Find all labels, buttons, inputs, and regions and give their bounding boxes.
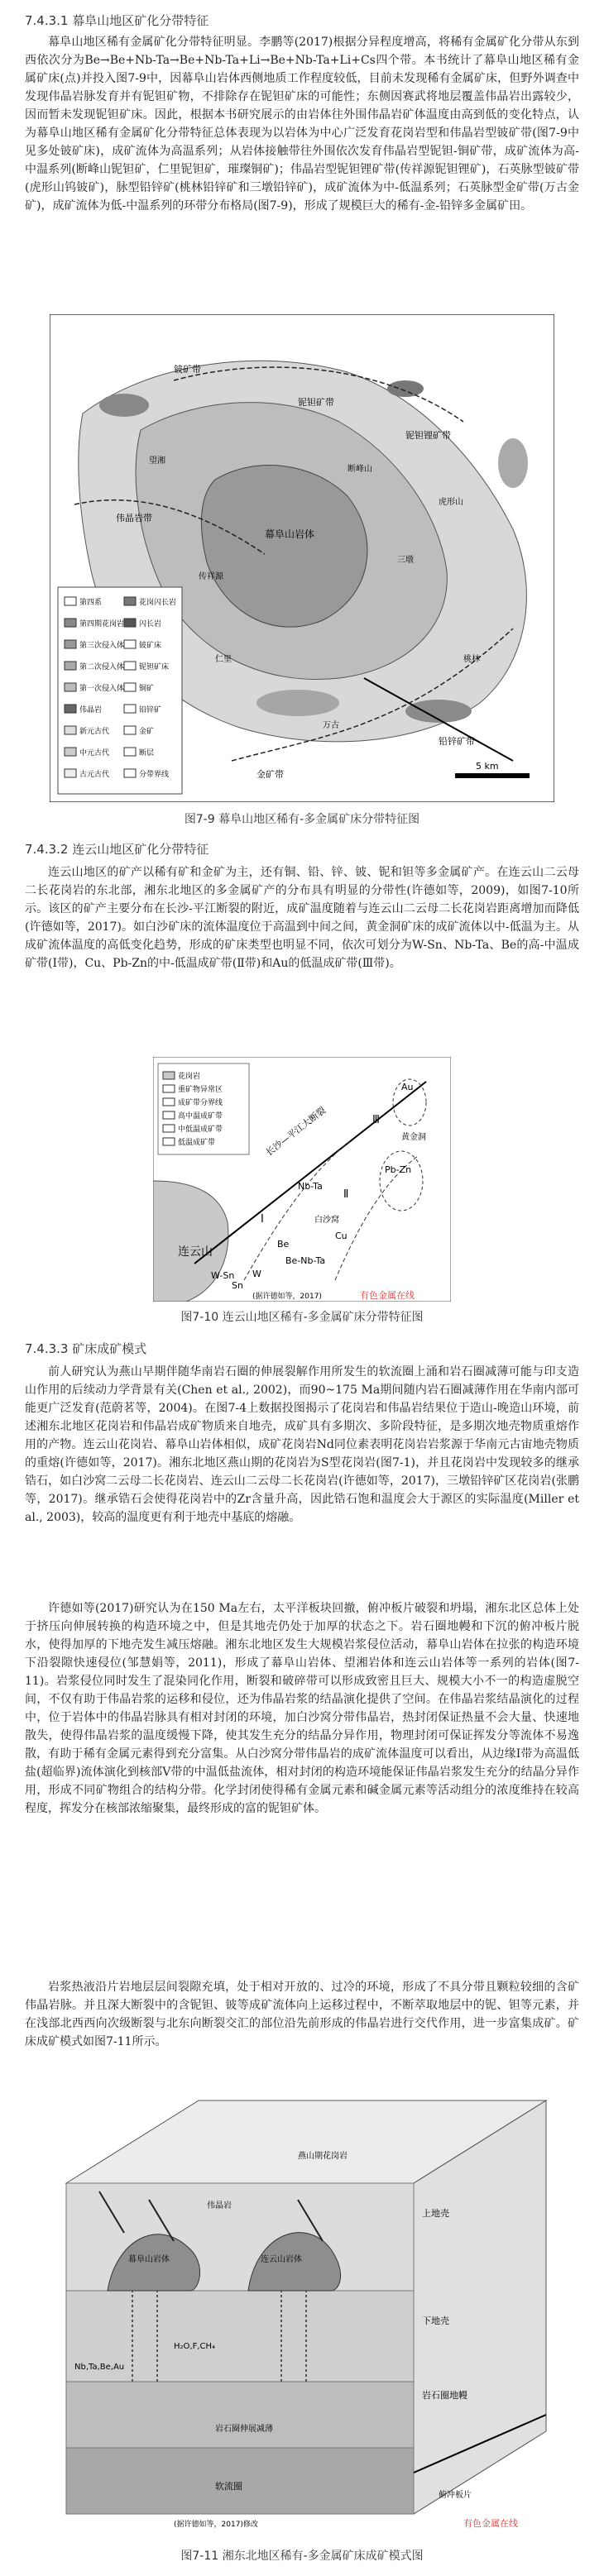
model-label-5: 岩石圈地幔 <box>422 2390 467 2401</box>
mineral-Au: Au <box>401 1082 414 1092</box>
legend-swatch <box>124 705 136 713</box>
legend-swatch <box>65 705 76 713</box>
dyke-b <box>387 380 424 397</box>
legend-label: 中元古代 <box>79 749 110 758</box>
legend-swatch <box>65 597 76 605</box>
model-label-9: Nb,Ta,Be,Au <box>74 2363 125 2372</box>
place-label-3: 桃林 <box>463 655 480 664</box>
model-label-2: 伟晶岩 <box>207 2201 232 2210</box>
figure-source-2: (据许德如等，2017) <box>252 1293 322 1301</box>
legend-swatch <box>65 683 76 691</box>
model-label-1: 连云山岩体 <box>261 2255 302 2264</box>
legend-2 <box>158 1063 249 1154</box>
legend-label: 金矿 <box>139 728 155 736</box>
watermark-3: 有色金属在线 <box>463 2518 518 2529</box>
dyke-a <box>99 394 149 417</box>
zone-label-3: 铅锌矿带 <box>439 736 475 747</box>
legend-swatch <box>124 619 136 627</box>
legend-swatch <box>124 662 136 670</box>
lithosphere-mantle <box>66 2382 414 2448</box>
zone-label-2: 铌钽锂矿带 <box>405 430 451 441</box>
legend-label: 第一次侵入体 <box>79 685 125 693</box>
figure-7-9-map <box>50 314 554 802</box>
dyke-c <box>498 438 528 488</box>
figure-caption-2: 图7-10 连云山地区稀有-多金属矿床分带特征图 <box>180 1311 424 1324</box>
legend2-label: 中低温成矿带 <box>178 1126 223 1134</box>
legend-swatch <box>124 683 136 691</box>
model-label-8: H₂O,F,CH₄ <box>174 2342 216 2351</box>
mineral-Be: Be <box>277 1239 290 1250</box>
paragraph-2: 连云山地区的矿产以稀有矿和金矿为主，还有铜、铅、锌、铍、铌和钽等多金属矿产。在连云山二云母二长花岗岩的东北部，湘东北地区的多金属矿产的分布具有明显的分带性(许德如等，2009)，如图7-10所示。该区的矿产主要分布在长沙-平江断裂的附近，成矿温度随着与连云山二云母二长花岗岩距离增加而降低(许德如等，2017)。如白沙矿床的流体温度位于高温到中间之间，黄金洞矿床的成矿流体以中-低温为主。从成矿流体温度的高低变化趋势，形成的矿床类型也明显不同，依次可划分为W-Sn、Nb-Ta、Be的高-中温成矿带(Ⅰ带)，Cu、Pb-Zn的中-低温成矿带(Ⅱ带)和Au的低温成矿带(Ⅲ带)。 <box>25 866 579 970</box>
legend2-swatch <box>163 1125 175 1132</box>
legend2-label: 高中温成矿带 <box>178 1112 223 1121</box>
model-label-6: 软流圈 <box>215 2481 242 2492</box>
mineral-W: W <box>252 1269 261 1279</box>
legend-label: 第二次侵入体 <box>79 663 125 671</box>
zone-I: Ⅰ <box>261 1213 264 1226</box>
fault-label: 长沙—平江大断裂 <box>263 1104 328 1159</box>
model-label-11: 燕山期花岗岩 <box>298 2152 348 2161</box>
legend-swatch <box>124 640 136 648</box>
place-huangjindong: 黄金洞 <box>401 1133 426 1142</box>
legend-label: 第三次侵入体 <box>79 642 125 650</box>
model-label-10: 岩石圈伸展减薄 <box>215 2425 273 2434</box>
legend-swatch <box>124 726 136 734</box>
figure-source-3: (据许德如等，2017)修改 <box>174 2521 258 2529</box>
legend2-swatch <box>163 1111 175 1119</box>
zone-II: Ⅱ <box>343 1188 349 1201</box>
place-label-5: 仁里 <box>215 655 232 664</box>
legend-swatch <box>124 769 136 777</box>
legend-label: 闪长岩 <box>139 620 162 628</box>
scale-label: 5 km <box>476 761 499 772</box>
legend-label: 铌钽矿床 <box>139 663 170 671</box>
section-heading-1: 7.4.3.1 幕阜山地区矿化分带特征 <box>25 13 209 28</box>
legend2-label: 成矿带分界线 <box>178 1099 223 1107</box>
dyke-e <box>256 690 339 716</box>
zone-label-1: 铌钽矿带 <box>298 397 334 408</box>
place-label-2: 三墩 <box>397 556 414 565</box>
legend2-swatch <box>163 1085 175 1092</box>
mineral-BeNbTa: Be-Nb-Ta <box>285 1255 326 1266</box>
mineral-Sn: Sn <box>232 1280 243 1291</box>
legend-label: 铅锌矿 <box>139 706 162 714</box>
section-heading-3: 7.4.3.3 矿床成矿模式 <box>25 1341 147 1356</box>
model-label-0: 幕阜山岩体 <box>128 2255 170 2264</box>
zone-label-0: 铍矿带 <box>174 364 201 375</box>
paragraph-5: 岩浆热液沿片岩地层层间裂隙充填，处于相对开放的、过冷的环境，形成了不具分带且颗粒较细的含矿伟晶岩脉。并且深大断裂中的含铌钽、铍等成矿流体向上运移过程中，不断萃取地层中的铌、钽等元素，并在浅部北西西向次级断裂与北东向断裂交汇的部位沿先前形成的伟晶岩进行交代作用，进一步富集成矿。矿床成矿模式如图7-11所示。 <box>25 1981 579 2048</box>
model-label-4: 下地壳 <box>422 2316 449 2326</box>
legend-label: 第四系 <box>79 599 103 607</box>
paragraph-4: 许德如等(2017)研究认为在150 Ma左右，太平洋板块回撤，俯冲板片破裂和坍塌，湘东北区总体上处于挤压向伸展转换的构造环境之中，但是其地壳仍处于加厚的状态之下。岩石圈地幔和下沉的俯冲板片脱水，使得加厚的下地壳发生减压熔融。湘东北地区发生大规模岩浆侵位活动，幕阜山岩体在拉张的构造环境下沿裂隙快速侵位(邹慧娟等，2011)，形成了幕阜山岩体、望湘岩体和连云山岩体等一系列的岩体(图7-11)。岩浆侵位同时发生了混染同化作用，断裂和破碎带可以形成致密且巨大、规模大小不一的构造虚脱空间，不仅有助于伟晶岩浆的运移和侵位，还为伟晶岩浆的结晶演化提供了空间。在伟晶岩浆结晶演化的过程中，位于岩体中的伟晶岩脉具有相对封闭的环境，加白沙窝分带伟晶岩，热封闭保证热量不会大量、快速地散失，使得伟晶岩浆的温度缓慢下降，使其发生充分的结晶分异作用，物理封闭可保证挥发分等流体不易逸散，有助于稀有金属元素得到充分富集。从白沙窝分带伟晶岩的成矿流体温度可以看出，从边缘Ⅰ带为高温低盐(超临界)流体演化到核部Ⅴ带的中温低盐流体，相对封闭的构造环境能保证伟晶岩浆发生充分的结晶分异作用，形成不同矿物组合的结构分带。化学封闭使得稀有金属元素和碱金属元素等活动组分的浓度维持在较高程度，挥发分在核部浓缩聚集，最终形成的富的铌钽矿体。 <box>25 1602 579 1815</box>
legend2-label: 重矿物异常区 <box>178 1086 223 1094</box>
legend-label: 分带界线 <box>139 771 170 779</box>
paragraph-1: 幕阜山地区稀有金属矿化分带特征明显。李鹏等(2017)根据分异程度增高，将稀有金属矿化分带从东到西依次分为Be→Be+Nb-Ta→Be+Nb-Ta+Li→Be+Nb-Ta+Li+Cs四个带。本书统计了幕阜山地区稀有金属矿床(点)并投入图7-9中，因幕阜山岩体西侧地质工作程度较低，目前未发现稀有金属矿床，但野外调查中发现伟晶岩脉发育并有铌钽矿物，不排除存在铌钽矿床的可能性；东侧因赛武将地层覆盖伟晶岩出露较少，因而暂未发现铌钽矿床。因此，根据本书研究展示的由岩体往外围伟晶岩矿体温度由高到低的变化特点，认为幕阜山地区稀有金属矿化分带特征总体表现为以岩体为中心广泛发育花岗岩型和伟晶岩型铍矿带(图7-9中见多处铍矿床)，成矿流体为高温系列；从岩体接触带往外围依次发育伟晶岩型铌钽-铜矿带，成矿流体为高-中温系列(断峰山铌钽矿，仁里铌钽矿，璀璨铜矿)；伟晶岩型铌钽锂矿带(传祥源铌钽锂矿)，石英脉型铍矿带(虎形山钨铍矿)，脉型铅锌矿(桃林铅锌矿和三墩铅锌矿)，成矿流体为中-低温系列；石英脉型金矿带(万古金矿)，成矿流体为低-中温系列的环带分布格局(图7-9)，形成了规模巨大的稀有-金-铅锌多金属矿田。 <box>25 36 579 213</box>
legend-swatch <box>65 640 76 648</box>
scale-bar-rect <box>455 773 530 778</box>
paragraph-3: 前人研究认为燕山早期伴随华南岩石圈的伸展裂解作用所发生的软流圈上涌和岩石圈减薄可能与印支造山作用的后续动力学背景有关(Chen et al., 2002)，而90~175 Ma期间随内岩石圈减薄作用在华南内部可能更广泛发育(范蔚茗等，2004)。在图7-4上数据投图揭示了花岗岩和伟晶岩结果位于造山-晚造山环境，前述湘东北地区花岗岩和伟晶岩成矿物质来自地壳，成矿具有多期次、多阶段特征，是多期次地壳物质重熔作用的产物。连云山花岗岩、幕阜山岩体相似，成矿花岗岩Nd同位素表明花岗岩岩浆源于华南元古宙地壳物质的重熔(许德如等，2017)。湘东北地区燕山期的花岗岩为S型花岗岩(图7-1)，并且花岗岩中发现较多的继承锆石，如白沙窝二云母二长花岗岩、连云山二云母二长花岗岩(许德如等，2017)，三墩铅锌矿区花岗岩(张鹏等，2017)。继承锆石会使得花岗岩中的Zr含量升高，因此锆石饱和温度会大于源区的实际温度(Miller et al., 2003)，较高的温度更有利于地壳中基底的熔融。 <box>25 1365 579 1524</box>
legend2-swatch <box>163 1098 175 1106</box>
granite-label: 连云山 <box>178 1245 213 1259</box>
figure-caption-3: 图7-11 湘东北地区稀有-多金属矿床成矿模式图 <box>180 2550 424 2563</box>
zone-III: Ⅲ <box>372 1114 380 1126</box>
mineral-Cu: Cu <box>335 1231 348 1241</box>
figure-caption-1: 图7-9 幕阜山地区稀有-多金属矿床分带特征图 <box>184 813 420 826</box>
place-label-1: 望湘 <box>149 456 165 466</box>
map-legend <box>58 587 182 794</box>
legend2-label: 低温成矿带 <box>178 1139 216 1147</box>
legend-swatch <box>124 748 136 756</box>
zone-label-5: 伟晶岩带 <box>116 513 152 523</box>
mineral-PbZn: Pb-Zn <box>385 1164 412 1175</box>
place-label-6: 断峰山 <box>348 465 372 474</box>
legend-label: 铍矿床 <box>139 642 162 650</box>
place-label-4: 万古 <box>323 721 339 730</box>
legend-swatch <box>124 597 136 605</box>
legend2-swatch <box>163 1138 175 1145</box>
figure-7-10-map <box>153 1057 451 1302</box>
legend-label: 断层 <box>139 749 155 758</box>
place-label-8: 传祥源 <box>199 572 223 581</box>
section-heading-2: 7.4.3.2 连云山地区矿化分带特征 <box>25 842 209 857</box>
mineral-NbTa: Nb-Ta <box>298 1181 323 1192</box>
model-label-7: 俯冲板片 <box>439 2491 472 2500</box>
legend-label: 新元古代 <box>79 728 110 736</box>
place-label-7: 虎形山 <box>439 498 463 507</box>
legend-swatch <box>65 748 76 756</box>
legend-label: 花岗闪长岩 <box>139 599 177 607</box>
model-label-3: 上地壳 <box>422 2208 449 2219</box>
legend-swatch <box>65 726 76 734</box>
legend-label: 第四期花岗岩 <box>79 620 125 628</box>
legend-label: 铜矿 <box>139 685 155 693</box>
legend-swatch <box>65 769 76 777</box>
zone-label-4: 金矿带 <box>256 769 284 780</box>
legend-swatch <box>65 662 76 670</box>
legend-label: 古元古代 <box>79 771 110 779</box>
legend2-swatch <box>163 1072 175 1079</box>
legend2-label: 花岗岩 <box>178 1073 201 1081</box>
place-baishawo: 白沙窝 <box>314 1216 339 1225</box>
mineral-WSn: W-Sn <box>211 1270 235 1281</box>
legend-swatch <box>65 619 76 627</box>
figure-7-11-model <box>50 2084 554 2531</box>
legend-label: 伟晶岩 <box>79 706 103 714</box>
watermark-2: 有色金属在线 <box>360 1290 415 1301</box>
place-label-0: 幕阜山岩体 <box>265 528 315 540</box>
